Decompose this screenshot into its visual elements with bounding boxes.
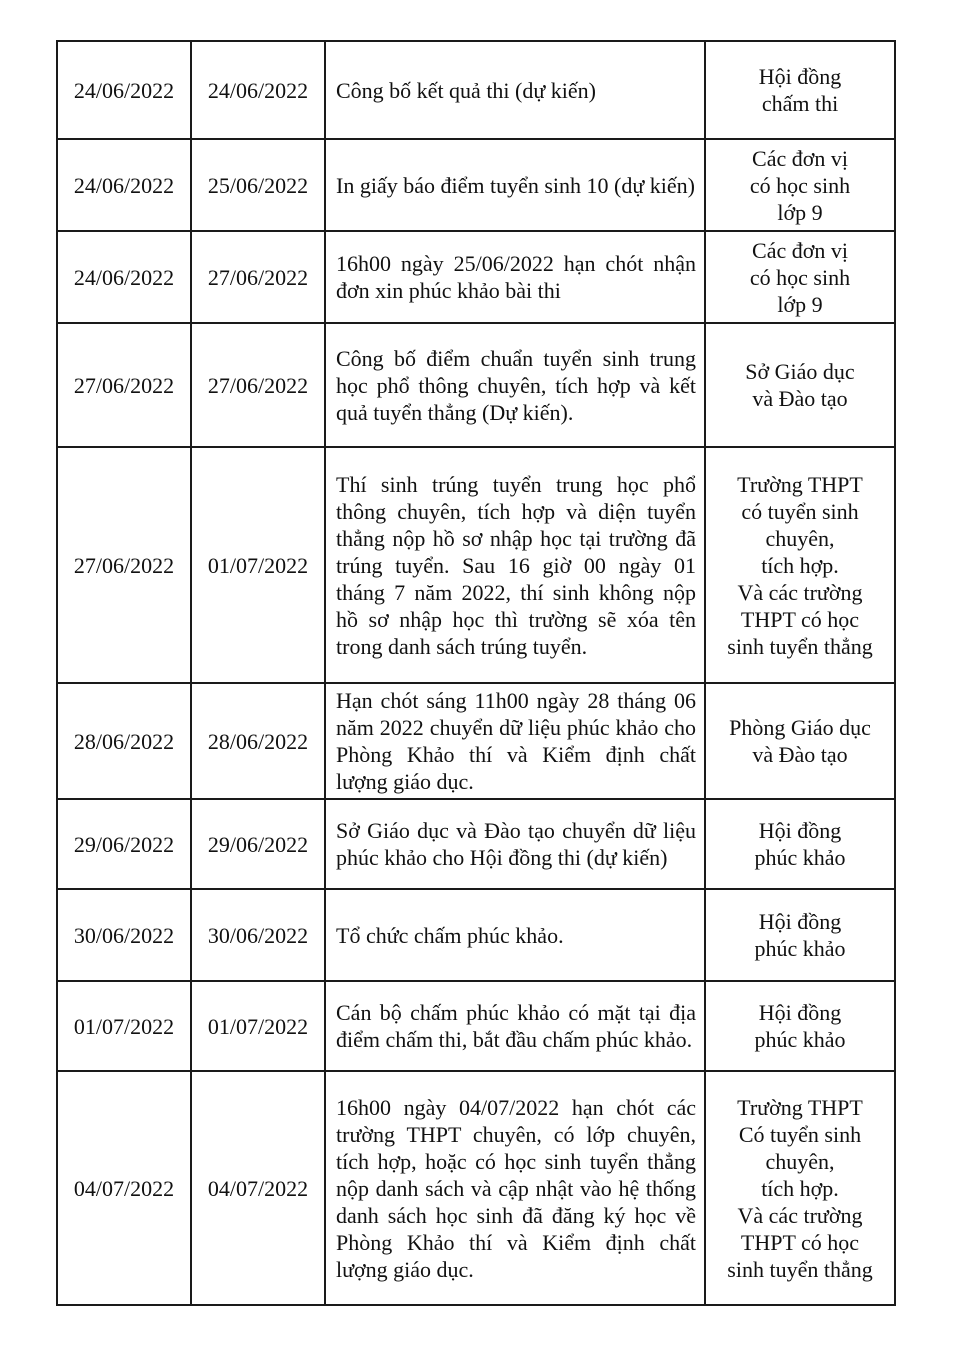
task-description-cell: Tổ chức chấm phúc khảo. [325,889,705,981]
end-date-cell: 27/06/2022 [191,231,325,323]
responsible-unit-cell [705,683,895,799]
responsible-unit-line: lớp 9 [777,199,823,225]
start-date-cell: 27/06/2022 [57,323,191,447]
end-date-cell: 04/07/2022 [191,1071,325,1305]
responsible-unit-line: Hội đồng [758,64,842,89]
responsible-unit-line: có tuyển sinh [741,498,859,524]
responsible-unit-cell [705,889,895,981]
responsible-unit-line: phúc khảo [754,845,846,870]
end-date-cell: 25/06/2022 [191,139,325,231]
responsible-unit-line: sinh tuyển thẳng [727,633,873,659]
responsible-unit-line: phúc khảo [754,936,846,961]
responsible-unit-cell [705,323,895,447]
responsible-unit-line: chuyên, [765,525,835,551]
responsible-unit-line: tích hợp. [761,552,839,578]
responsible-unit-line: Trường THPT [737,1094,863,1120]
task-description-cell: Sở Giáo dục và Đào tạo chuyển dữ liệu phúc khảo cho Hội đồng thi (dự kiến) [325,799,705,889]
responsible-unit-cell [705,1071,895,1305]
schedule-row [57,799,895,889]
responsible-unit-line: Phòng Giáo dục [729,715,871,740]
responsible-unit-line: tích hợp. [761,1175,839,1201]
schedule-row [57,683,895,799]
responsible-unit-line: Hội đồng [758,1000,842,1025]
responsible-unit-line: lớp 9 [777,291,823,317]
responsible-unit-line: Hội đồng [758,909,842,934]
start-date-cell: 04/07/2022 [57,1071,191,1305]
start-date-cell: 01/07/2022 [57,981,191,1071]
responsible-unit-line: Và các trường [737,579,863,605]
responsible-unit-line: THPT có học [740,606,860,632]
schedule-row [57,323,895,447]
responsible-unit-line: sinh tuyển thẳng [727,1256,873,1282]
responsible-unit-cell [705,139,895,231]
start-date-cell: 28/06/2022 [57,683,191,799]
responsible-unit-line: có học sinh [749,264,851,290]
schedule-row [57,981,895,1071]
end-date-cell: 27/06/2022 [191,323,325,447]
responsible-unit-line: chấm thi [761,91,839,116]
task-description-cell: Công bố kết quả thi (dự kiến) [325,41,705,139]
end-date-cell: 28/06/2022 [191,683,325,799]
end-date-cell: 01/07/2022 [191,981,325,1071]
schedule-table-body [57,41,895,1305]
task-description-cell: 16h00 ngày 04/07/2022 hạn chót các trường THPT chuyên, có lớp chuyên, tích hợp, hoặc có học sinh tuyển thẳng nộp danh sách và cập nhật vào hệ thống danh sách học sinh đã đăng ký học về Phòng Khảo thí và Kiểm định chất lượng giáo dục. [325,1071,705,1305]
schedule-row [57,447,895,683]
start-date-cell: 30/06/2022 [57,889,191,981]
responsible-unit-line: và Đào tạo [752,386,848,411]
responsible-unit-line: Các đơn vị [752,145,848,171]
responsible-unit-cell [705,981,895,1071]
start-date-cell: 27/06/2022 [57,447,191,683]
schedule-table [56,40,896,1306]
responsible-unit-line: Trường THPT [737,471,863,497]
responsible-unit-cell [705,447,895,683]
task-description-cell: In giấy báo điểm tuyển sinh 10 (dự kiến) [325,139,705,231]
start-date-cell: 24/06/2022 [57,139,191,231]
schedule-row [57,41,895,139]
end-date-cell: 29/06/2022 [191,799,325,889]
task-description-cell: Cán bộ chấm phúc khảo có mặt tại địa điểm chấm thi, bắt đầu chấm phúc khảo. [325,981,705,1071]
end-date-cell: 01/07/2022 [191,447,325,683]
task-description-cell: Thí sinh trúng tuyển trung học phổ thông chuyên, tích hợp và diện tuyển thẳng nộp hồ sơ nhập học tại trường đã trúng tuyển. Sau 16 giờ 00 ngày 01 tháng 7 năm 2022, thí sinh không nộp hồ sơ nhập học thì trường sẽ xóa tên trong danh sách trúng tuyển. [325,447,705,683]
responsible-unit-cell [705,799,895,889]
responsible-unit-line: chuyên, [765,1148,835,1174]
responsible-unit-line: và Đào tạo [752,742,848,767]
responsible-unit-line: có học sinh [749,172,851,198]
responsible-unit-line: Có tuyển sinh [738,1121,862,1147]
task-description-cell: Hạn chót sáng 11h00 ngày 28 tháng 06 năm 2022 chuyển dữ liệu phúc khảo cho Phòng Khảo thí và Kiểm định chất lượng giáo dục. [325,683,705,799]
schedule-row [57,1071,895,1305]
responsible-unit-line: THPT có học [740,1229,860,1255]
schedule-row [57,231,895,323]
start-date-cell: 29/06/2022 [57,799,191,889]
task-description-cell: 16h00 ngày 25/06/2022 hạn chót nhận đơn xin phúc khảo bài thi [325,231,705,323]
end-date-cell: 30/06/2022 [191,889,325,981]
responsible-unit-line: Và các trường [737,1202,863,1228]
schedule-row [57,139,895,231]
start-date-cell: 24/06/2022 [57,231,191,323]
responsible-unit-cell [705,41,895,139]
responsible-unit-line: Sở Giáo dục [745,359,855,384]
start-date-cell: 24/06/2022 [57,41,191,139]
schedule-row [57,889,895,981]
responsible-unit-line: Hội đồng [758,818,842,843]
responsible-unit-line: phúc khảo [754,1027,846,1052]
responsible-unit-line: Các đơn vị [752,237,848,263]
end-date-cell: 24/06/2022 [191,41,325,139]
task-description-cell: Công bố điểm chuẩn tuyển sinh trung học phổ thông chuyên, tích hợp và kết quả tuyển thẳng (Dự kiến). [325,323,705,447]
responsible-unit-cell [705,231,895,323]
